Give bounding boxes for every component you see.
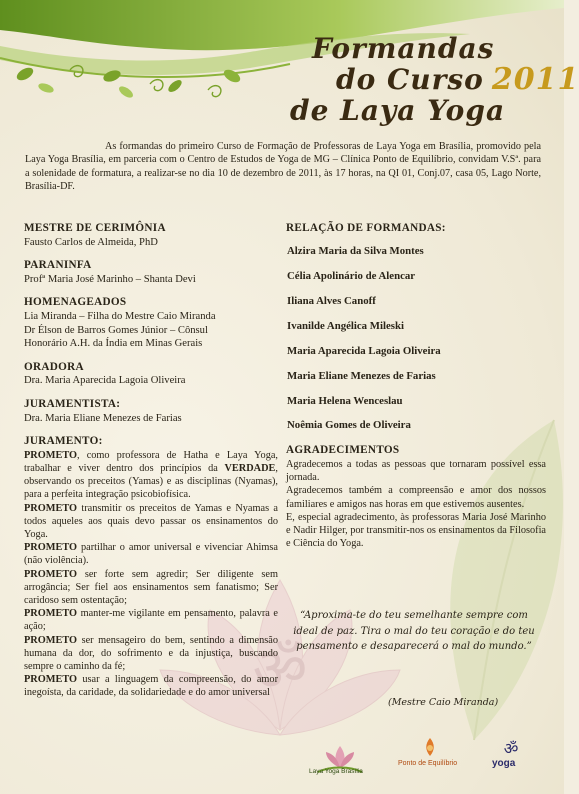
- paraninfa-name: Profª Maria José Marinho – Shanta Devi: [24, 273, 196, 285]
- laya-yoga-logo-text: Laya Yoga Brasília: [309, 768, 363, 775]
- mestre-name: Fausto Carlos de Almeida, PhD: [24, 236, 158, 248]
- juramento-text: [24, 449, 278, 700]
- paraninfa-heading: PARANINFA: [24, 259, 92, 272]
- agradecimento-1: Agradecemos a todas as pessoas que tornaram possível essa jornada.: [286, 459, 546, 484]
- quote-author: (Mestre Caio Miranda): [388, 697, 499, 708]
- mestre-heading: MESTRE DE CERIMÔNIA: [24, 222, 166, 234]
- graduate-item: Noêmia Gomes de Oliveira: [287, 419, 411, 432]
- ponto-equilibrio-logo-text: Ponto de Equilíbrio: [398, 760, 458, 767]
- keyword-verdade: VERDADE: [224, 462, 276, 474]
- paraninfa-section: [24, 259, 278, 286]
- graduate-item: Ivanilde Angélica Mileski: [287, 319, 404, 332]
- ponto-equilibrio-logo-icon: [415, 736, 445, 760]
- agradecimento-2: Agradecemos também a compreensão e amor dos nossos familiares e amigos nas horas em que estivemos ausentes.: [286, 485, 546, 510]
- keyword-prometo: PROMETO: [24, 542, 78, 554]
- keyword-prometo: PROMETO: [24, 674, 78, 686]
- juramento-text-3: partilhar o amor universal e vivenciar Ahimsa (não violência).: [24, 542, 278, 567]
- agradecimentos-text: [286, 458, 546, 550]
- graduate-item: Alzira Maria da Silva Montes: [287, 244, 424, 257]
- juramentista-name: Dra. Maria Eliane Menezes de Farias: [24, 412, 182, 424]
- juramento-item-3: [24, 541, 278, 567]
- juramento-text-1a: , como professora de Hatha e Laya Yoga, trabalhar e viver dentro dos princípios da: [24, 449, 278, 474]
- graduate-item: Maria Eliane Menezes de Farias: [287, 369, 436, 382]
- title-line-1: Formandas: [312, 32, 495, 65]
- juramento-text-2: transmitir os preceitos de Yamas e Nyamas a todos aqueles aos quais devo passar os ensinamentos do Yoga.: [24, 502, 278, 540]
- graduate-item: Célia Apolinário de Alencar: [287, 269, 416, 282]
- juramento-text-6: ser mensageiro do bem, sentindo a dimensão humana da dor, do sofrimento e da injustiça, buscando sempre o caminho da fé;: [24, 634, 278, 672]
- keyword-prometo: PROMETO: [24, 449, 78, 461]
- agradecimento-3: E, especial agradecimento, às professoras Maria José Marinho e Nadir Hilger, por transmitir-nos os ensinamentos da Filosofia e Ciência do Yoga.: [286, 511, 546, 550]
- quote-text: “Aproxima-te do teu semelhante sempre com ideal de paz. Tira o mal do teu coração e do teu pensamento e desaparecerá o mal do mundo.”: [293, 610, 535, 652]
- juramentista-section: [24, 398, 278, 425]
- title-block: [0, 0, 579, 140]
- juramento-item-1: [24, 449, 278, 502]
- agradecimentos-heading: AGRADECIMENTOS: [286, 444, 400, 457]
- juramento-item-2: [24, 502, 278, 542]
- juramento-section: [24, 435, 278, 699]
- homenageado-2: Dr Élson de Barros Gomes Júnior – Cônsul: [24, 324, 208, 336]
- graduate-item: Maria Aparecida Lagoia Oliveira: [287, 344, 441, 357]
- keyword-prometo: PROMETO: [24, 502, 78, 514]
- svg-text:ॐ: ॐ: [503, 739, 519, 758]
- relacao-heading: RELAÇÃO DE FORMANDAS:: [286, 222, 446, 234]
- homenageados-section: [24, 296, 278, 350]
- juramento-text-1b: , observando os preceitos (Yamas) e as disciplinas (Nyamas), para a perfeita integração psicobiofísica.: [24, 462, 278, 501]
- yoga-logo-text: yoga: [492, 758, 516, 769]
- juramento-item-5: [24, 607, 278, 633]
- oradora-section: [24, 361, 278, 388]
- juramentista-heading: JURAMENTISTA:: [24, 397, 121, 410]
- graduate-item: Maria Helena Wenceslau: [287, 394, 403, 407]
- keyword-prometo: PROMETO: [24, 634, 78, 646]
- homenageado-3: Honorário A.H. da Índia em Minas Gerais: [24, 338, 203, 350]
- keyword-prometo: PROMETO: [24, 608, 78, 620]
- title-year: 2011: [491, 62, 579, 97]
- title-line-2: [336, 62, 579, 97]
- keyword-prometo: PROMETO: [24, 568, 78, 580]
- juramento-text-5: manter-me vigilante em pensamento, palavra e ação;: [24, 608, 278, 633]
- juramento-item-6: [24, 634, 278, 674]
- juramento-item-7: [24, 673, 278, 699]
- title-course: do Curso: [336, 63, 484, 96]
- juramento-item-4: [24, 568, 278, 608]
- homenageados-heading: HOMENAGEADOS: [24, 296, 127, 309]
- juramento-heading: JURAMENTO:: [24, 435, 103, 448]
- title-line-3: de Laya Yoga: [290, 94, 506, 127]
- juramento-text-4: ser forte sem agredir; Ser diligente sem arrogância; Ser fiel aos ensinamentos sem fanatismo; Ser caridoso sem ostentação;: [24, 568, 278, 606]
- right-column: [286, 222, 546, 550]
- oradora-name: Dra. Maria Aparecida Lagoia Oliveira: [24, 375, 186, 387]
- svg-text:ॐ: ॐ: [252, 635, 308, 705]
- juramento-text-7: usar a linguagem da compreensão, do amor inegoísta, da caridade, da solidariedade e do amor universal: [24, 674, 278, 699]
- oradora-heading: ORADORA: [24, 360, 84, 373]
- intro-paragraph: As formandas do primeiro Curso de Formação de Professoras de Laya Yoga em Brasília, promovido pela Laya Yoga Brasília, em parceria com o Centro de Estudos de Yoga de MG – Clínica Ponto de Equilíbrio, convidam V.Sª. para a solenidade de formatura, a realizar-se no dia 10 de dezembro de 2011, às 17 horas, na QI 01, Conj.07, casa 05, Lago Norte, Brasília-DF.: [25, 141, 541, 192]
- graduate-list: [286, 245, 546, 433]
- graduate-item: Iliana Alves Canoff: [287, 294, 376, 307]
- left-column: [24, 222, 278, 710]
- mestre-section: [24, 222, 278, 249]
- homenageado-1: Lia Miranda – Filha do Mestre Caio Miranda: [24, 310, 216, 322]
